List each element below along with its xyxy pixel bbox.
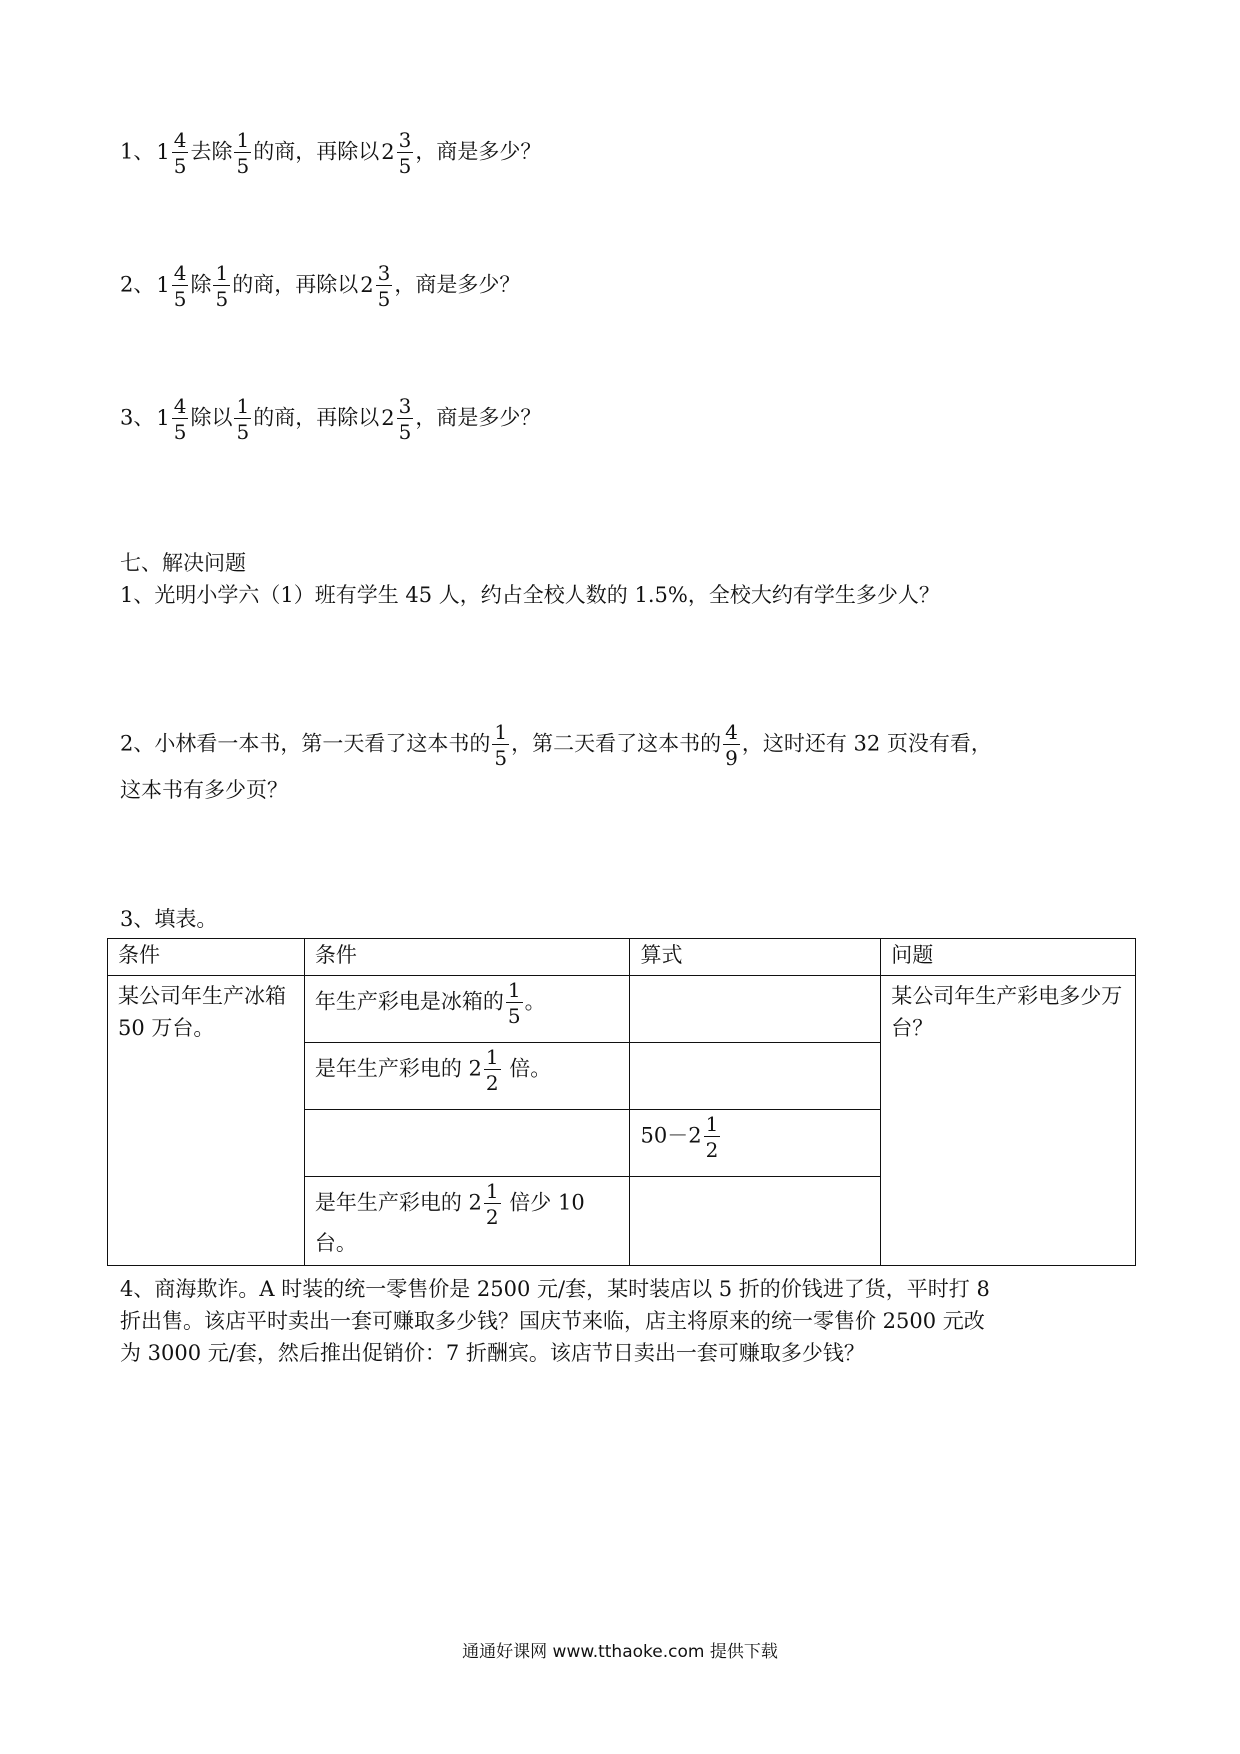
section-title: 七、解决问题	[120, 551, 246, 575]
fraction: $\frac{3}{5}$	[377, 261, 391, 311]
question-cell: 某公司年生产彩电多少万台？	[881, 976, 1136, 1266]
table-header-cell: 条件	[108, 939, 305, 976]
footer: 通通好课网 www.tthaoke.com 提供下载	[462, 1642, 778, 1662]
fraction: $\frac{4}{5}$	[173, 394, 187, 444]
condition-cell: 是年生产彩电的 2 $\frac{1}{2}$ 倍。	[304, 1043, 630, 1110]
fraction: $\frac{4}{9}$	[725, 720, 738, 770]
fraction: $\frac{3}{5}$	[398, 394, 412, 444]
formula-answer-cell[interactable]	[630, 976, 881, 1043]
table-row	[108, 976, 1136, 1043]
word-problem-3-title: 3、填表。	[120, 907, 218, 931]
condition-cell: 年生产彩电是冰箱的 $\frac{1}{5}$ 。	[304, 976, 630, 1043]
fraction: $\frac{1}{5}$	[494, 720, 508, 770]
table-header-row	[108, 939, 1136, 976]
word-problem-1: 1、光明小学六（1）班有学生 45 人，约占全校人数的 1.5%，全校大约有学生多少人？	[120, 583, 940, 607]
fraction: $\frac{4}{5}$	[173, 261, 187, 311]
fraction: $\frac{1}{2}$	[485, 1045, 499, 1095]
fraction: $\frac{1}{5}$	[236, 128, 250, 178]
calc-problem-1: 1、1 $\frac{4}{5}$ 去除 $\frac{1}{5}$ 的商，再除以2 $\frac{3}{5}$ ，商是多少？	[120, 128, 542, 178]
fraction: $\frac{1}{2}$	[705, 1112, 719, 1162]
fraction: $\frac{1}{2}$	[485, 1179, 499, 1229]
word-problem-2-line2: 这本书有多少页？	[120, 778, 288, 802]
word-problem-2: 2、小林看一本书，第一天看了这本书的 $\frac{1}{5}$ ，第二天看了这本书的 $\frac{4}{9}$ ，这时还有 32 页没有看，	[120, 720, 992, 770]
base-condition-cell: 某公司年生产冰箱 50 万台。	[108, 976, 305, 1266]
word-problem-4-line1: 4、商海欺诈。A 时装的统一零售价是 2500 元/套，某时装店以 5 折的价钱进了货，平时打 8	[120, 1277, 990, 1301]
word-problem-4-line2: 折出售。该店平时卖出一套可赚取多少钱？国庆节来临，店主将原来的统一零售价 2500 元改	[120, 1309, 985, 1333]
formula-answer-cell[interactable]	[630, 1043, 881, 1110]
table-header-cell: 算式	[630, 939, 881, 976]
calc-problem-2: 2、1 $\frac{4}{5}$ 除 $\frac{1}{5}$ 的商，再除以2 $\frac{3}{5}$ ，商是多少？	[120, 261, 521, 311]
formula-answer-cell[interactable]	[630, 1177, 881, 1266]
table-header-cell: 条件	[304, 939, 630, 976]
condition-cell: 是年生产彩电的 2 $\frac{1}{2}$ 倍少 10 台。	[304, 1177, 630, 1266]
fill-in-table	[107, 938, 1136, 1266]
fraction: $\frac{4}{5}$	[173, 128, 187, 178]
fraction: $\frac{1}{5}$	[215, 261, 229, 311]
condition-answer-cell[interactable]	[304, 1110, 630, 1177]
fraction: $\frac{1}{5}$	[507, 978, 521, 1028]
word-problem-4-line3: 为 3000 元/套，然后推出促销价：7 折酬宾。该店节日卖出一套可赚取多少钱？	[120, 1341, 865, 1365]
calc-problem-3: 3、1 $\frac{4}{5}$ 除以 $\frac{1}{5}$ 的商，再除以2 $\frac{3}{5}$ ，商是多少？	[120, 394, 542, 444]
table-header-cell: 问题	[881, 939, 1136, 976]
fraction: $\frac{3}{5}$	[398, 128, 412, 178]
fraction: $\frac{1}{5}$	[236, 394, 250, 444]
formula-cell: 50－2 $\frac{1}{2}$	[630, 1110, 881, 1177]
